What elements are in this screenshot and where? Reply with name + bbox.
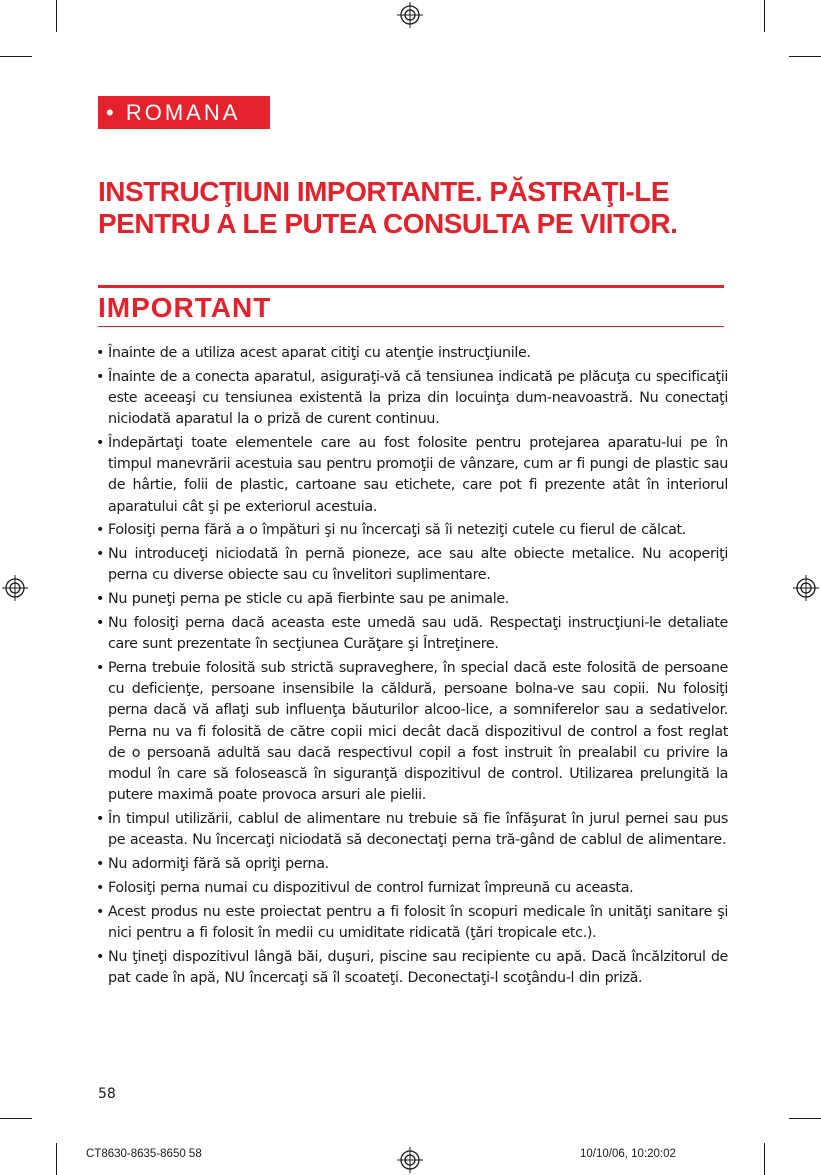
print-slug-timestamp: 10/10/06, 10:20:02 — [580, 1148, 676, 1160]
registration-mark-icon — [397, 2, 423, 28]
list-item: • Nu adormiţi fără să opriţi perna. — [88, 854, 728, 875]
print-slug-file: CT8630-8635-8650 58 — [86, 1148, 202, 1160]
list-item: • Folosiţi perna numai cu dispozitivul de control furnizat împreună cu aceasta. — [88, 878, 728, 899]
list-item: • În timpul utilizării, cablul de alimentare nu trebuie să fie înfăşurat în jurul pernei sau pus pe aceasta. Nu încercaţi niciodată să deconectaţi perna tră-gând de cablul de alimentare. — [88, 809, 728, 851]
list-item: • Perna trebuie folosită sub strictă supraveghere, în special dacă este folosită de persoane cu deficienţe, persoane insensibile la căldură, persoane bolna-ve sau copii. Nu folosiţi perna dacă vă aflaţi sub influenţa băuturilor alcoo-lice, a somniferelor sau a sedativelor. Perna nu va fi folosită de către copii mici decât dacă dispozitivul de control a fost reglat de o persoană adultă sau dacă respectivul copil a fost instruit în prealabil cu privire la modul în care să folosească în siguranţă dispozitivul de control. Utilizarea prelungită la putere maximă poate provoca arsuri ale pielii. — [88, 658, 728, 806]
section-rule-top — [98, 285, 724, 288]
list-item: • Înainte de a conecta aparatul, asiguraţi-vă că tensiunea indicată pe plăcuţa cu specificaţii este aceeaşi cu tensiunea existentă la priza din locuinţa dum-neavoastră. Nu conectaţi niciodată aparatul la o priză de curent continuu. — [88, 367, 728, 431]
crop-mark-top-right-v — [764, 0, 765, 32]
list-item: • Acest produs nu este proiectat pentru a fi folosit în scopuri medicale în unităţi sanitare şi nici pentru a fi folosit în medii cu umiditate ridicată (ţări tropicale etc.). — [88, 902, 728, 944]
crop-mark-bottom-right-h — [789, 1118, 821, 1119]
list-item: • Înainte de a utiliza acest aparat citiţi cu atenţie instrucţiunile. — [88, 343, 728, 364]
list-item: • Folosiţi perna fără a o împături şi nu încercaţi să îi neteziţi cutele cu fierul de călcat. — [88, 520, 728, 541]
language-tab: • ROMANA — [98, 96, 270, 129]
page-number: 58 — [98, 1086, 116, 1102]
crop-mark-top-left-h — [0, 56, 32, 57]
page-title: INSTRUCŢIUNI IMPORTANTE. PĂSTRAŢI-LE PENTRU A LE PUTEA CONSULTA PE VIITOR. — [98, 176, 678, 239]
registration-mark-icon — [397, 1147, 423, 1173]
list-item: • Nu introduceţi niciodată în pernă pioneze, ace sau alte obiecte metalice. Nu acoperiţi perna cu diverse obiecte sau cu învelitori suplimentare. — [88, 544, 728, 586]
crop-mark-bottom-left-h — [0, 1118, 32, 1119]
crop-mark-bottom-right-v — [764, 1143, 765, 1175]
crop-mark-bottom-left-v — [56, 1143, 57, 1175]
list-item: • Nu ţineţi dispozitivul lângă băi, duşuri, piscine sau recipiente cu apă. Dacă încălzitorul de pat cade în apă, NU încercaţi să îl scoateţi. Deconectaţi-l scoţându-l din priză. — [88, 947, 728, 989]
registration-mark-icon — [793, 575, 819, 601]
crop-mark-top-left-v — [56, 0, 57, 32]
crop-mark-top-right-h — [789, 56, 821, 57]
list-item: • Nu folosiţi perna dacă aceasta este umedă sau udă. Respectaţi instrucţiuni-le detaliate care sunt prezentate în secţiunea Curăţare şi Întreţinere. — [88, 613, 728, 655]
instructions-list — [88, 343, 728, 992]
registration-mark-icon — [2, 575, 28, 601]
list-item: • Îndepărtaţi toate elementele care au fost folosite pentru protejarea aparatu-lui pe în timpul manevrării acestuia sau pentru promoţii de vânzare, cum ar fi pungi de plastic sau de hârtie, folii de plastic, cartoane sau etichete, care pot fi prezente atât în interiorul aparatului cât şi pe exteriorul acestuia. — [88, 433, 728, 518]
section-heading: IMPORTANT — [98, 292, 272, 323]
list-item: • Nu puneţi perna pe sticle cu apă fierbinte sau pe animale. — [88, 589, 728, 610]
section-rule-bottom — [98, 326, 724, 327]
